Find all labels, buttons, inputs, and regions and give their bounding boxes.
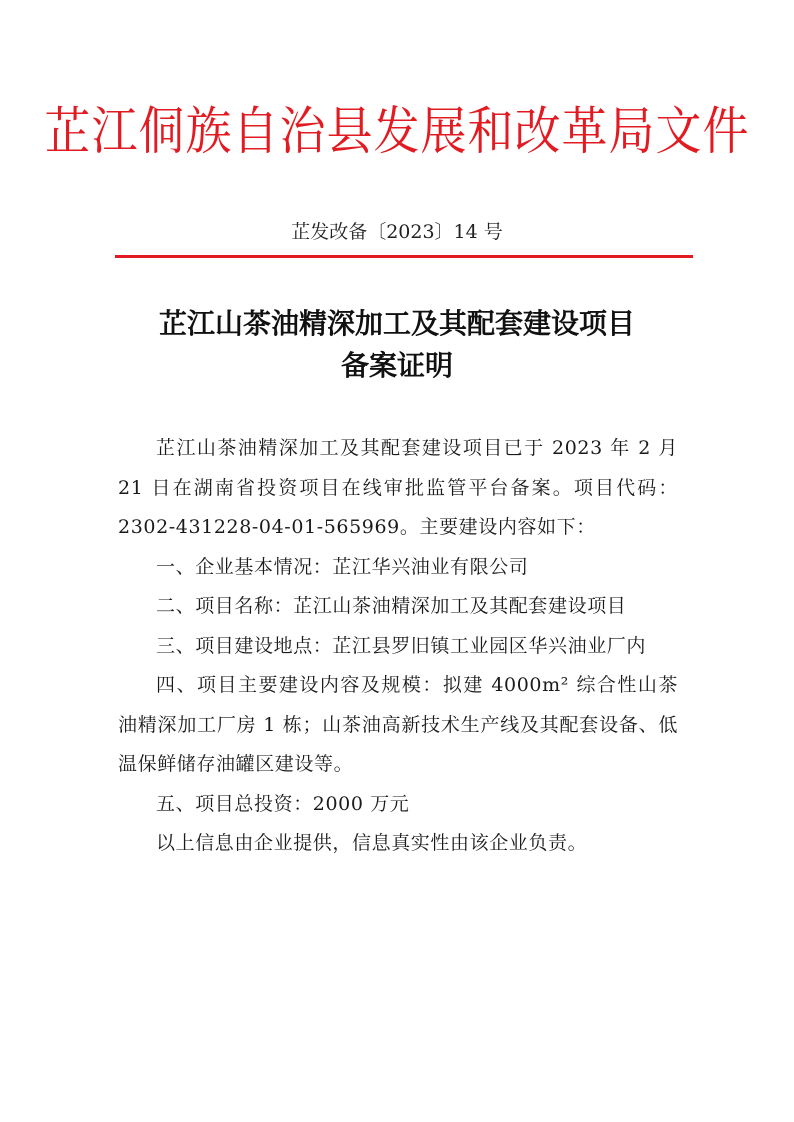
body-paragraph-project-name: 二、项目名称：芷江山茶油精深加工及其配套建设项目 <box>156 595 627 617</box>
title-line-1: 芷江山茶油精深加工及其配套建设项目 <box>158 307 635 340</box>
title-line-2: 备案证明 <box>340 349 453 382</box>
body-paragraph-investment: 五、项目总投资：2000 万元 <box>156 792 410 815</box>
document-title <box>0 303 794 387</box>
document-body <box>118 429 678 864</box>
issuer-masthead: 芷江侗族自治县发展和改革局文件 <box>44 100 750 162</box>
body-paragraph-company: 一、企业基本情况：芷江华兴油业有限公司 <box>156 555 529 578</box>
body-paragraph-location: 三、项目建设地点：芷江县罗旧镇工业园区华兴油业厂内 <box>156 634 647 657</box>
document-number: 芷发改备〔2023〕14 号 <box>291 221 503 243</box>
body-paragraph-disclaimer: 以上信息由企业提供，信息真实性由该企业负责。 <box>156 832 588 854</box>
body-paragraph-scope: 四、项目主要建设内容及规模：拟建 4000m² 综合性山茶油精深加工厂房 1 栋；山茶油高新技术生产线及其配套设备、低温保鲜储存油罐区建设等。 <box>118 674 678 775</box>
red-separator-line <box>115 255 693 258</box>
body-paragraph-intro: 芷江山茶油精深加工及其配套建设项目已于 2023 年 2 月 21 日在湖南省投资项目在线审批监管平台备案。项目代码：2302-431228-04-01-565969。主要建设内容如下： <box>118 437 678 538</box>
